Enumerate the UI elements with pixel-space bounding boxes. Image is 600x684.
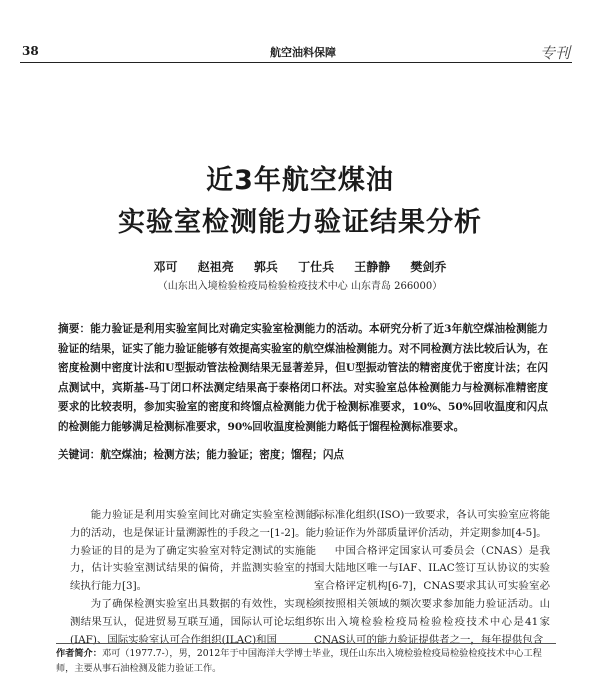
- affiliation: （山东出入境检验检疫局检验检疫技术中心 山东青岛 266000）: [157, 281, 443, 292]
- keywords: [58, 446, 548, 464]
- journal-name: 航空油料保障: [270, 46, 336, 59]
- footnote-rule: [56, 643, 556, 644]
- keywords-text: 航空煤油；检测方法；能力验证；密度；馏程；闪点: [100, 449, 345, 461]
- keywords-label: 关键词：: [58, 449, 101, 461]
- body-paragraph: 际标准化组织(ISO)一致要求，各认可实验室应将能力验证作为外部质量评价活动，并定期参加[4-5]。: [314, 509, 550, 539]
- body-paragraph: 为了确保检测实验室出具数据的有效性，实现检测结果互认，促进贸易互联互通，国际认可论坛组织(IAF)、国际实验室认可合作组织(ILAC)和国: [70, 597, 316, 646]
- title-line-2: 实验室检测能力验证结果分析: [118, 207, 482, 238]
- header-rule: [20, 62, 572, 63]
- page-number: 38: [22, 44, 39, 58]
- body-column-left: [70, 507, 316, 649]
- author-footnote: [56, 646, 556, 676]
- abstract-label: 摘要：: [58, 323, 91, 335]
- body-column-right: [314, 507, 550, 649]
- abstract-text: 能力验证是利用实验室间比对确定实验室检测能力的活动。本研究分析了近3年航空煤油检测能力验证的结果，证实了能力验证能够有效提高实验室的航空煤油检测能力。对不同检测方法比较后认为，在密度检测中密度计法和U型振动管法检测结果无显著差异，但U型振动管法的精密度优于密度计法；在闪点测试中，宾斯基-马丁闭口杯法测定结果高于泰格闭口杯法。对实验室总体检测能力与检测标准精密度要求的比较表明，参加实验室的密度和终馏点检测能力优于检测标准要求，10%、50%回收温度和闪点的检测能力能够满足检测标准要求，90%回收温度检测能力略低于馏程检测标准要求。: [58, 323, 549, 433]
- body-paragraph: 中国合格评定国家认可委员会（CNAS）是我国大陆地区唯一与IAF、ILAC签订互认协议的实验室合格评定机构[6-7]，CNAS要求其认可实验室必须按照相关领域的频次要求参加能力验证活动。山东出入境检验检疫局检验检疫技术中心是41家CNAS认可的能力验证提供者之一，每年提供包含: [314, 544, 550, 646]
- title-line-1: 近3年航空煤油: [206, 165, 394, 196]
- author-list: 邓可 赵祖亮 郭兵 丁仕兵 王静静 樊剑乔: [153, 260, 447, 274]
- body-paragraph: 能力验证是利用实验室间比对确定实验室检测能力的活动，也是保证计量溯源性的手段之一[1-2]。能力验证的目的是为了确定实验室对特定测试的实施能力，估计实验室测试结果的偏倚，并监测实验室的持续执行能力[3]。: [70, 509, 316, 593]
- footnote-text: 邓可（1977.7-），男，2012年于中国海洋大学博士毕业，现任山东出入境检验检疫局检验检疫技术中心工程师，主要从事石油检测及能力验证工作。: [56, 648, 542, 674]
- abstract: [58, 320, 548, 438]
- section-label: 专刊: [539, 44, 570, 62]
- footnote-label: 作者简介：: [56, 648, 102, 659]
